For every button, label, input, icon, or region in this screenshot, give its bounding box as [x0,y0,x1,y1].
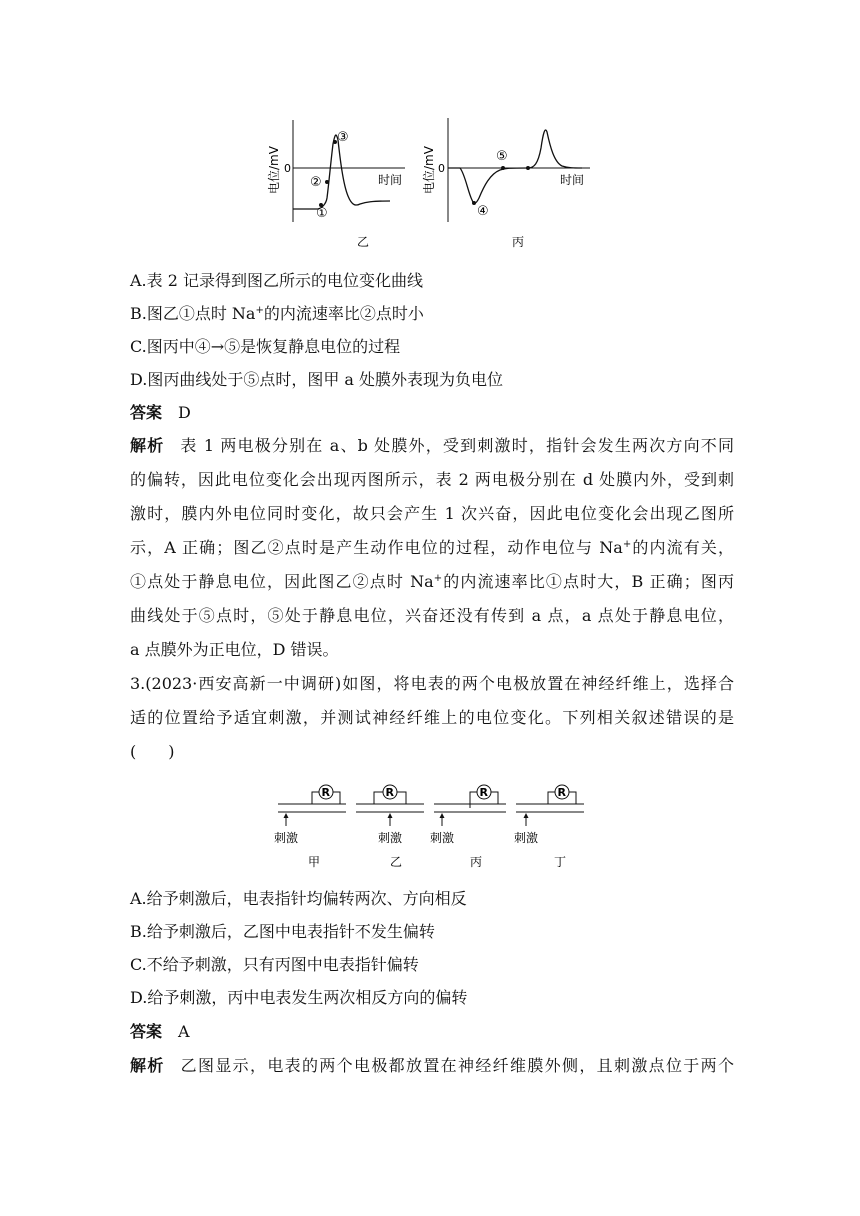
yi-curve [293,135,390,209]
na-sup: + [622,539,632,550]
q2-analysis-line-4 [130,538,734,558]
q3-option-d: D.给予刺激，丙中电表发生两次相反方向的偏转 [130,988,468,1007]
stim-label-jia: 刺激 [274,831,299,845]
bing-zero: 0 [438,162,445,175]
bing-xlabel: 时间 [560,173,585,187]
bing-point-5 [501,166,505,170]
q3-analysis-label: 解析 [130,1056,165,1075]
q2-option-c: C.图丙中④→⑤是恢复静息电位的过程 [130,337,401,356]
q2-analysis-line-7: a 点膜外为正电位，D 错误。 [130,640,339,659]
q2-analysis-tail-5: 的内流速率比①点时大，B 正确；图丙 [442,572,734,591]
q2-option-b-post: 的内流速率比②点时小 [263,304,424,323]
q3-stem-line-2: 适的位置给予适宜刺激，并测试神经纤维上的电位变化。下列相关叙述错误的是 [130,708,734,727]
caption-jia: 甲 [308,855,321,869]
q2-answer [130,403,734,423]
q2-answer-value: D [178,403,191,422]
q2-analysis-line-5 [130,572,734,592]
q2-option-b-sup: + [255,305,264,316]
bing-curve [448,130,585,203]
q2-analysis-text-1: 表 1 两电极分别在 a、b 处膜外，受到刺激时，指针会发生两次方向不同 [180,436,734,455]
figure-electrode-setups [270,780,600,872]
graph-bing [421,118,590,249]
stim-label-bing: 刺激 [430,831,455,845]
stim-label-ding: 刺激 [514,831,539,845]
q2-analysis-tail-4: 的内流有关， [631,538,734,557]
caption-yi: 乙 [390,855,403,869]
q3-option-c: C.不给予刺激，只有丙图中电表指针偏转 [130,955,419,974]
caption-ding: 丁 [554,855,567,869]
bing-label-5: ⑤ [496,149,508,164]
q3-stem-line-3: ( ) [130,742,175,761]
q3-analysis-text: 乙图显示，电表的两个电极都放置在神经纤维膜外侧，且刺激点位于两个 [180,1056,734,1075]
q3-analysis-line-1 [130,1056,734,1076]
q2-analysis-label: 解析 [130,436,165,455]
q2-analysis-text-4: 示，A 正确；图乙②点时是产生动作电位的过程，动作电位与 Na [130,538,623,557]
setup-jia [274,785,346,869]
yi-label-2: ② [310,175,322,190]
yi-label-3: ③ [337,130,349,145]
bing-point-5b [526,166,530,170]
q2-analysis-line-1 [130,436,734,456]
bing-ylabel: 电位/mV [422,146,436,194]
q3-answer-label: 答案 [130,1022,163,1041]
stim-label-yi: 刺激 [378,831,403,845]
q2-option-a: A.表 2 记录得到图乙所示的电位变化曲线 [130,271,423,290]
yi-caption: 乙 [357,235,370,249]
yi-point-2 [325,180,329,184]
graph-yi [266,120,405,249]
q3-answer-value: A [178,1022,190,1041]
bing-label-4: ④ [477,204,489,219]
yi-zero: 0 [284,162,291,175]
setup-yi [356,785,424,869]
q3-option-a: A.给予刺激后，电表指针均偏转两次、方向相反 [130,889,467,908]
q3-stem-line-1: 3.(2023·西安高新一中调研)如图，将电表的两个电极放置在神经纤维上，选择合 [130,674,734,693]
figure-potential-curves [260,112,600,252]
q3-answer [130,1022,734,1042]
na-sup: + [433,573,443,584]
yi-xlabel: 时间 [378,173,403,187]
caption-bing: 丙 [470,855,483,869]
meter-label-bing: R [479,786,488,799]
meter-label-jia: R [321,786,330,799]
q2-option-d: D.图丙曲线处于⑤点时，图甲 a 处膜外表现为负电位 [130,370,504,389]
q2-analysis-line-3: 激时，膜内外电位同时变化，故只会产生 1 次兴奋，因此电位变化会出现乙图所 [130,504,734,523]
meter-label-ding: R [557,786,566,799]
bing-caption: 丙 [512,235,525,249]
yi-label-1: ① [316,206,328,221]
q2-answer-label: 答案 [130,403,163,422]
q3-option-b: B.给予刺激后，乙图中电表指针不发生偏转 [130,922,435,941]
q2-option-b [130,304,734,324]
q2-analysis-text-5: ①点处于静息电位，因此图乙②点时 Na [130,572,434,591]
q2-option-b-pre: B.图乙①点时 Na [130,304,256,323]
bing-point-4 [472,201,476,205]
meter-label-yi: R [385,786,394,799]
setup-bing [430,785,506,869]
yi-ylabel: 电位/mV [267,146,281,194]
q2-analysis-line-2: 的偏转，因此电位变化会出现丙图所示，表 2 两电极分别在 d 处膜内外，受到刺 [130,470,734,489]
setup-ding [514,785,584,869]
q2-analysis-line-6: 曲线处于⑤点时，⑤处于静息电位，兴奋还没有传到 a 点，a 点处于静息电位， [130,606,734,625]
